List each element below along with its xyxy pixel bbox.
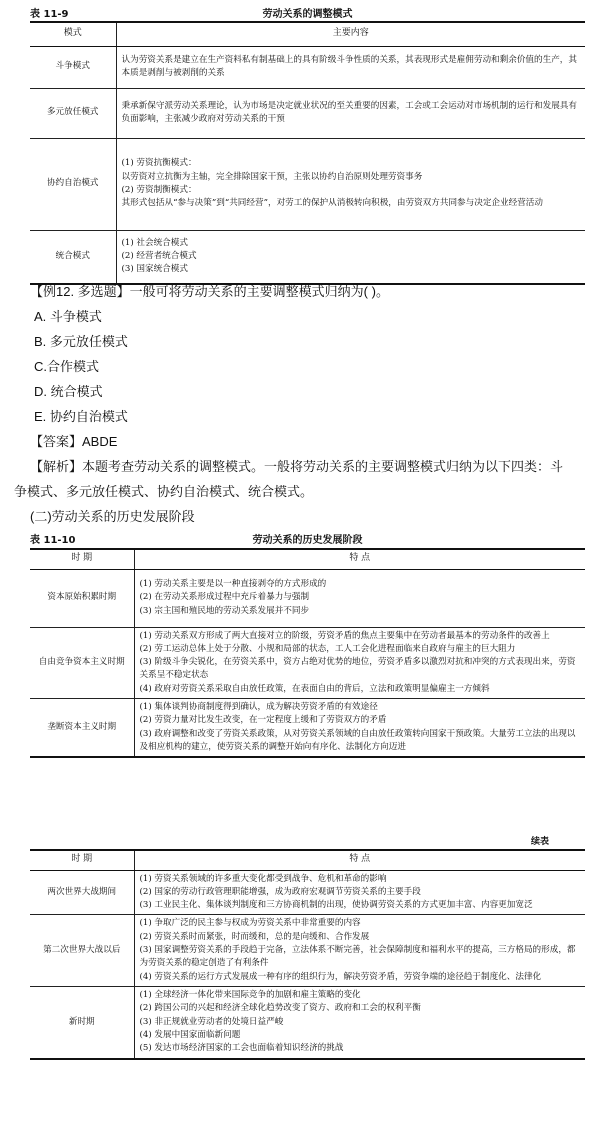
table1-content-line: (3) 国家统合模式: [121, 264, 188, 275]
continued-label: 续表: [530, 837, 549, 847]
table1: [30, 21, 585, 285]
table1-content-line: (2) 劳资制衡模式：: [121, 185, 197, 195]
table-row: [30, 88, 585, 138]
table1-header-content: 主要内容: [116, 22, 585, 46]
table2-content-line: (3) 政府调整和改变了劳资关系政策，从对劳资关系领域的自由放任政策转向国家干预政策。大量劳工立法的出现以及相应机构的建立，使劳资关系的调整开始向有序化、法制化方向迈进: [139, 728, 576, 752]
table1-title: 劳动关系的调整模式: [262, 9, 353, 20]
table1-content-line: 其形式包括从“参与决策”到“共同经营”，对劳工的保护从消极转向积极，由劳资双方共同参与决定企业经营活动: [121, 198, 543, 209]
table2-period-cell: 两次世界大战期间: [30, 870, 134, 915]
table2-content-cell: [134, 699, 585, 758]
table2: [30, 548, 585, 758]
table1-content-line: (1) 社会统合模式: [121, 237, 188, 248]
analysis-line-2: 争模式、多元放任模式、协约自治模式、统合模式。: [14, 484, 314, 499]
table2-content-cell: [134, 569, 585, 627]
table2-content-line: (3) 工业民主化、集体谈判制度和三方协商机制的出现，使协调劳资关系的方式更加丰富、内容更加宽泛: [139, 900, 533, 911]
table2-content-line: (3) 阶级斗争尖锐化，在劳资关系中，资方占绝对优势的地位，劳资矛盾多以激烈对抗和冲突的方式表现出来，劳资关系呈不稳定状态: [139, 657, 576, 681]
table-row: [30, 46, 585, 88]
table2-title: 劳动关系的历史发展阶段: [252, 535, 363, 546]
table1-content-line: 认为劳资关系是建立在生产资料私有制基础上的具有阶级斗争性质的关系，其表现形式是雇佣劳动和剩余价值的生产，其本质是剥削与被剥削的关系: [121, 54, 577, 78]
analysis-block: [14, 454, 604, 529]
table1-content-cell: [116, 230, 585, 284]
table1-content-line: (2) 经营者统合模式: [121, 251, 197, 262]
table2-content-line: (3) 宗主国和殖民地的劳动关系发展并不同步: [139, 605, 310, 616]
table-row: [30, 699, 585, 758]
table-row: [30, 569, 585, 627]
table2-content-line: (5) 发达市场经济国家的工会也面临着知识经济的挑战: [139, 1043, 344, 1054]
table2-continued-header-period: 时 期: [30, 850, 134, 870]
table2-number: 表 11-10: [30, 535, 76, 546]
table2-content-line: (1) 全球经济一体化带来国际竞争的加剧和雇主策略的变化: [139, 990, 361, 1000]
table2-content-line: (4) 劳资关系的运行方式发展成一种有序的组织行为，解决劳资矛盾，劳资争端的途径趋于制度化、法律化: [139, 971, 542, 982]
table2-continued-header-features: 特 点: [134, 850, 585, 870]
table2-content-line: (3) 非正规就业劳动者的处境日益严峻: [139, 1016, 284, 1027]
table1-mode-cell: 协约自治模式: [30, 138, 116, 230]
table2-header-period: 时 期: [30, 549, 134, 569]
section-heading: (二)劳动关系的历史发展阶段: [30, 509, 195, 524]
table2-content-line: (4) 政府对劳资关系采取自由放任政策，在表面自由的背后，立法和政策明显偏雇主一方倾斜: [139, 683, 490, 694]
table2-heading: [30, 528, 585, 546]
table2-period-cell: 垄断资本主义时期: [30, 699, 134, 758]
table1-mode-cell: 斗争模式: [30, 46, 116, 88]
table2-content-line: (1) 争取广泛的民主参与权成为劳资关系中非常重要的内容: [139, 918, 361, 929]
table2-content-line: (2) 劳工运动总体上处于分散、小规和局部的状态，工人工会化进程面临来自政府与雇主的巨大阻力: [139, 643, 516, 654]
table2-content-line: (2) 国家的劳动行政管理职能增强，成为政府宏观调节劳资关系的主要手段: [139, 886, 421, 897]
table1-heading: [30, 2, 585, 20]
table-row: [30, 915, 585, 987]
table2-period-cell: 第二次世界大战以后: [30, 915, 134, 987]
table-row: [30, 138, 585, 230]
table1-mode-cell: 统合模式: [30, 230, 116, 284]
table2-period-cell: 新时期: [30, 987, 134, 1059]
table2-period-cell: 资本原始积累时期: [30, 569, 134, 627]
table2-content-cell: [134, 870, 585, 915]
table2-content-cell: [134, 627, 585, 699]
table-row: [30, 230, 585, 284]
table1-content-line: 以劳资对立抗衡为主轴，完全排除国家干预，主张以协约自治原则处理劳资事务: [121, 171, 423, 182]
table1-number: 表 11-9: [30, 9, 69, 20]
table2-content-line: (1) 劳动关系双方形成了两大直接对立的阶级，劳资矛盾的焦点主要集中在劳动者最基本的劳动条件的改善上: [139, 630, 550, 641]
option-a: A. 斗争模式: [34, 309, 102, 324]
table2-header-features: 特 点: [134, 549, 585, 569]
question-block: [30, 279, 389, 454]
table2-content-line: (1) 劳动关系主要是以一种直接剥夺的方式形成的: [139, 579, 327, 590]
table1-mode-cell: 多元放任模式: [30, 88, 116, 138]
option-e: E. 协约自治模式: [34, 409, 128, 424]
table1-header-mode: 模式: [30, 22, 116, 46]
table-row: [30, 627, 585, 699]
table2-content-line: (4) 发展中国家面临新问题: [139, 1029, 241, 1040]
table2-content-line: (2) 劳资关系时而紧张，时而缓和，总的是向缓和、合作发展: [139, 931, 370, 942]
table2-period-cell: 自由竞争资本主义时期: [30, 627, 134, 699]
table2-continued: [30, 849, 585, 1060]
table2-content-line: (2) 跨国公司的兴起和经济全球化趋势改变了资方、政府和工会的权利平衡: [139, 1003, 421, 1014]
table1-content-cell: [116, 46, 585, 88]
table2-content-line: (1) 集体谈判协商制度得到确认，成为解决劳资矛盾的有效途径: [139, 702, 378, 713]
option-c: C.合作模式: [34, 359, 100, 374]
table-row: [30, 987, 585, 1059]
question-stem: 【例12. 多选题】一般可将劳动关系的主要调整模式归纳为( )。: [30, 284, 389, 299]
table1-content-line: 秉承新保守派劳动关系理论，认为市场是决定就业状况的至关重要的因素，工会或工会运动对市场机制的运行和发展具有负面影响，主张减少政府对劳动关系的干预: [121, 100, 577, 124]
option-b: B. 多元放任模式: [34, 334, 128, 349]
table2-content-line: (1) 劳资关系领域的许多重大变化都受到战争、危机和革命的影响: [139, 873, 387, 884]
analysis-line-1: 【解析】本题考查劳动关系的调整模式。一般将劳动关系的主要调整模式归纳为以下四类：斗: [30, 459, 564, 474]
option-d: D. 统合模式: [34, 384, 103, 399]
table-row: [30, 870, 585, 915]
table1-content-cell: [116, 138, 585, 230]
table1-content-line: (1) 劳资抗衡模式：: [121, 158, 197, 169]
answer: 【答案】ABDE: [30, 434, 118, 449]
table2-content-line: (3) 国家调整劳资关系的手段趋于完备，立法体系不断完善，社会保障制度和福利水平的提高，三方格局的形成，都为劳资关系的稳定创造了有利条件: [139, 945, 576, 969]
table2-content-cell: [134, 915, 585, 987]
table2-content-line: (2) 劳资力量对比发生改变，在一定程度上缓和了劳资双方的矛盾: [139, 715, 387, 726]
table2-content-cell: [134, 987, 585, 1059]
table1-content-cell: [116, 88, 585, 138]
table2-content-line: (2) 在劳动关系形成过程中充斥着暴力与强制: [139, 592, 310, 603]
